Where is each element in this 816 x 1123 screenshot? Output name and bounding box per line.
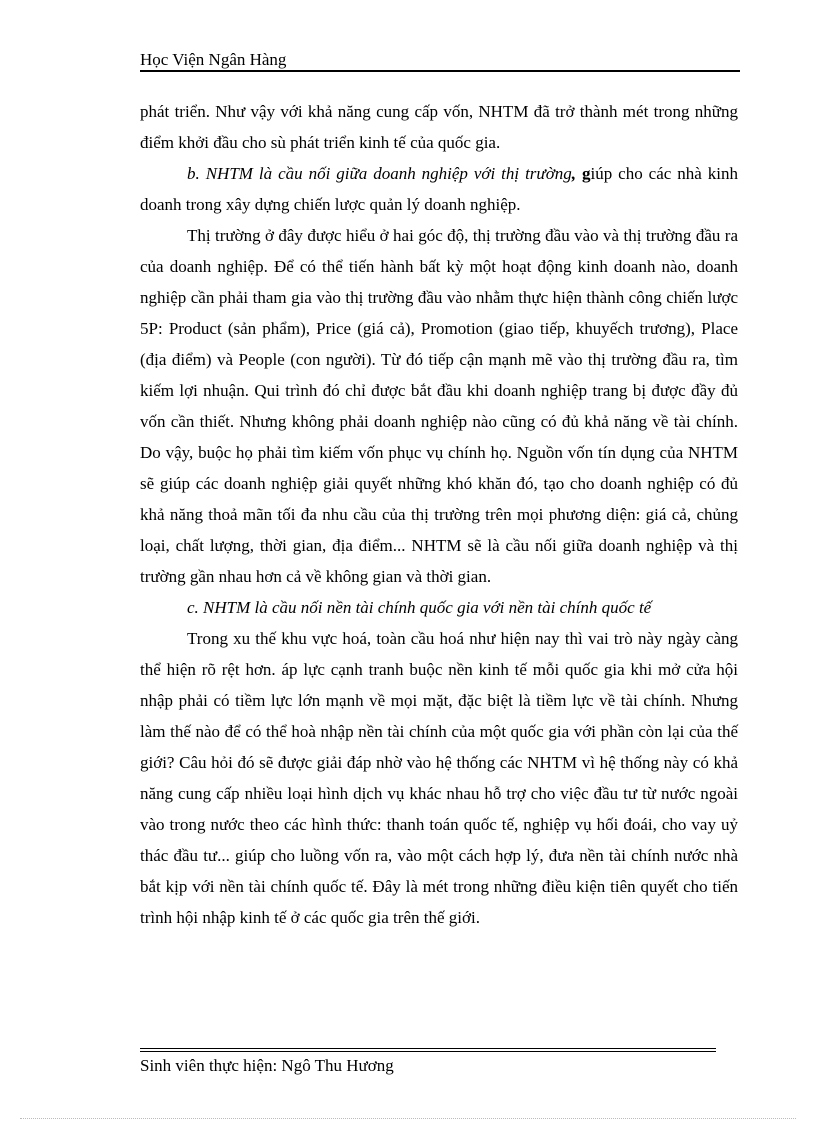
paragraph-continuation: phát triển. Như vậy với khả năng cung cấp vốn, NHTM đã trở thành mét trong những điểm khởi đầu cho sù phát triển kinh tế của quốc gia. bbox=[140, 102, 738, 152]
header-title: Học Viện Ngân Hàng bbox=[140, 50, 287, 69]
section-c-heading: c. NHTM là cầu nối nền tài chính quốc gia với nền tài chính quốc tế bbox=[187, 598, 652, 617]
page-bottom-dotted-line bbox=[20, 1118, 796, 1119]
section-b-heading: b. NHTM là cầu nối giữa doanh nghiệp với thị trường bbox=[187, 164, 572, 183]
paragraph-section-b bbox=[140, 158, 738, 220]
section-b-g: g bbox=[582, 164, 591, 183]
section-b-comma: , bbox=[571, 164, 577, 183]
footer-divider bbox=[140, 1048, 716, 1049]
header-divider bbox=[140, 70, 740, 72]
footer-author: Sinh viên thực hiện: Ngô Thu Hương bbox=[140, 1056, 394, 1075]
footer-divider-secondary bbox=[140, 1051, 716, 1052]
document-body bbox=[140, 96, 738, 933]
page-header bbox=[140, 50, 740, 70]
paragraph-globalization: Trong xu thế khu vực hoá, toàn cầu hoá như hiện nay thì vai trò này ngày càng thể hiện rõ rệt hơn. áp lực cạnh tranh buộc nền kinh tế mỗi quốc gia khi mở cửa hội nhập phải có tiềm lực lớn mạnh về mọi mặt, đặc biệt là tiềm lực về tài chính. Nhưng làm thế nào để có thể hoà nhập nền tài chính của một quốc gia với phần còn lại của thế giới? Câu hỏi đó sẽ được giải đáp nhờ vào hệ thống các NHTM vì hệ thống này có khả năng cung cấp nhiều loại hình dịch vụ khác nhau hỗ trợ cho việc đầu tư từ nước ngoài vào trong nước theo các hình thức: thanh toán quốc tế, nghiệp vụ hối đoái, cho vay uỷ thác đầu tư... giúp cho luồng vốn ra, vào một cách hợp lý, đưa nền tài chính nước nhà bắt kịp với nền tài chính quốc tế. Đây là mét trong những điều kiện tiên quyết cho tiến trình hội nhập kinh tế ở các quốc gia trên thế giới. bbox=[140, 629, 738, 927]
paragraph-market: Thị trường ở đây được hiểu ở hai góc độ, thị trường đầu vào và thị trường đầu ra của doanh nghiệp. Để có thể tiến hành bất kỳ một hoạt động kinh doanh nào, doanh nghiệp cần phải tham gia vào thị trường đầu vào nhằm thực hiện thành công chiến lược 5P: Product (sản phẩm), Price (giá cả), Promotion (giao tiếp, khuyếch trương), Place (địa điểm) và People (con người). Từ đó tiếp cận mạnh mẽ vào thị trường đầu ra, tìm kiếm lợi nhuận. Qui trình đó chỉ được bắt đầu khi doanh nghiệp trang bị được đầy đủ vốn cần thiết. Nhưng không phải doanh nghiệp nào cũng có đủ khả năng về tài chính. Do vậy, buộc họ phải tìm kiếm vốn phục vụ chính họ. Nguồn vốn tín dụng của NHTM sẽ giúp các doanh nghiệp giải quyết những khó khăn đó, tạo cho doanh nghiệp có đủ khả năng thoả mãn tối đa nhu cầu của thị trường trên mọi phương diện: giá cả, chủng loại, chất lượng, thời gian, địa điểm... NHTM sẽ là cầu nối giữa doanh nghiệp và thị trường gần nhau hơn cả về không gian và thời gian. bbox=[140, 226, 738, 586]
section-b-text: iúp cho các nhà kinh doanh trong xây dựng chiến lược quản lý doanh nghiệp. bbox=[140, 164, 738, 214]
